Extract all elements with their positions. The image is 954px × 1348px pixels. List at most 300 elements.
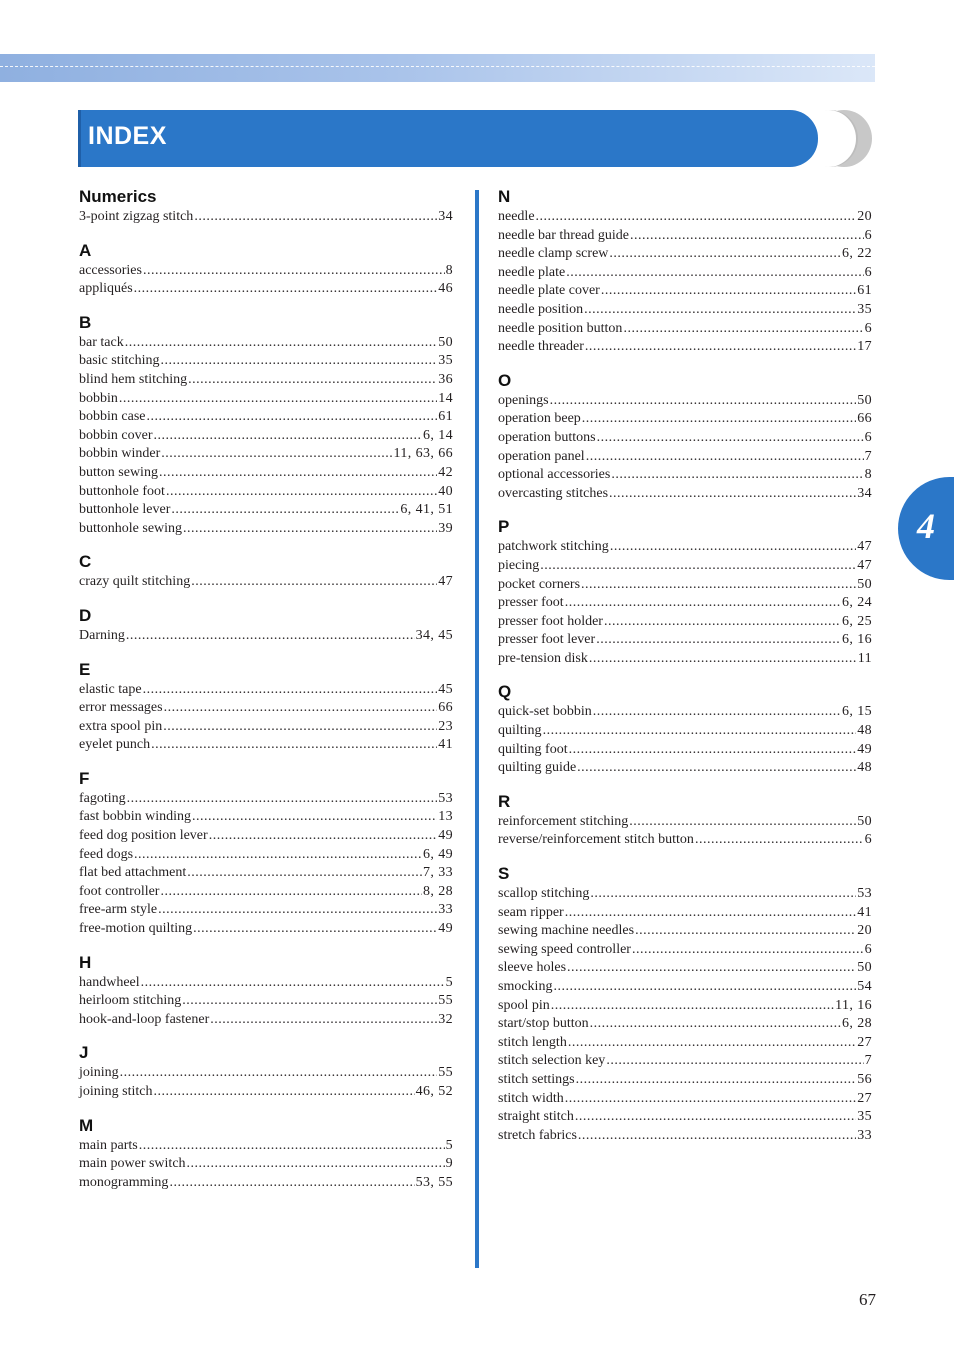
index-entry: [498, 631, 872, 650]
index-term: quilting: [498, 723, 542, 739]
index-pages: 33: [857, 1127, 872, 1143]
index-term: bobbin winder: [79, 446, 161, 462]
index-term: stitch selection key: [498, 1053, 606, 1069]
index-entry: [498, 922, 872, 941]
dot-leader: [125, 334, 437, 353]
dot-leader: [635, 922, 856, 941]
index-term: stitch width: [498, 1090, 564, 1106]
index-term: presser foot: [498, 595, 564, 611]
index-pages: 6, 22: [842, 246, 872, 262]
index-term: needle threader: [498, 339, 584, 355]
index-term: accessories: [79, 262, 142, 278]
index-pages: 6, 16: [842, 632, 872, 648]
index-pages: 46: [438, 281, 453, 297]
dot-leader: [586, 448, 864, 467]
dot-leader: [567, 959, 856, 978]
chapter-tab: [898, 477, 954, 580]
index-term: joining: [79, 1065, 119, 1081]
index-term: bobbin: [79, 390, 118, 406]
index-pages: 66: [438, 700, 453, 716]
index-pages: 27: [857, 1090, 872, 1106]
index-pages: 35: [857, 1109, 872, 1125]
index-entry: [498, 557, 872, 576]
index-pages: 66: [857, 411, 872, 427]
index-term: start/stop button: [498, 1016, 589, 1032]
dot-leader: [629, 813, 856, 832]
index-pages: 8, 28: [423, 883, 453, 899]
dot-leader: [593, 703, 841, 722]
dot-leader: [126, 627, 415, 646]
dot-leader: [139, 1137, 445, 1156]
index-term: feed dogs: [79, 846, 134, 862]
index-section: [498, 186, 872, 357]
index-pages: 7: [864, 1053, 872, 1069]
index-term: patchwork stitching: [498, 539, 609, 555]
index-entry: [498, 1127, 872, 1146]
index-section: [79, 551, 453, 592]
index-section: [79, 312, 453, 539]
index-entry: [498, 466, 872, 485]
index-pages: 8: [445, 262, 453, 278]
index-term: reinforcement stitching: [498, 813, 629, 829]
section-letter: F: [79, 768, 90, 788]
index-entry: [79, 1137, 453, 1156]
index-term: hook-and-loop fastener: [79, 1011, 210, 1027]
dot-leader: [582, 410, 856, 429]
index-pages: 23: [438, 718, 453, 734]
index-pages: 47: [438, 574, 453, 590]
index-section: [498, 863, 872, 1145]
index-term: reverse/reinforcement stitch button: [498, 832, 694, 848]
index-term: sewing speed controller: [498, 941, 631, 957]
dot-leader: [210, 1011, 437, 1030]
index-term: buttonhole lever: [79, 502, 171, 518]
index-pages: 61: [857, 283, 872, 299]
index-entry: [498, 429, 872, 448]
index-entry: [498, 885, 872, 904]
dot-leader: [623, 320, 863, 339]
dot-leader: [146, 408, 437, 427]
index-section: [498, 370, 872, 504]
index-entry: [498, 338, 872, 357]
dot-leader: [141, 974, 445, 993]
index-section: [79, 186, 453, 227]
index-pages: 5: [445, 974, 453, 990]
dot-leader: [575, 1108, 856, 1127]
index-pages: 50: [438, 334, 453, 350]
index-entry: [498, 282, 872, 301]
index-pages: 48: [857, 760, 872, 776]
index-term: free-motion quilting: [79, 921, 193, 937]
index-entry: [79, 520, 453, 539]
dot-leader: [609, 485, 856, 504]
dot-leader: [695, 831, 864, 850]
index-entry: [79, 280, 453, 299]
index-term: free-arm style: [79, 902, 158, 918]
index-pages: 54: [857, 979, 872, 994]
index-pages: 5: [445, 1137, 453, 1153]
index-term: stitch settings: [498, 1071, 575, 1087]
dot-leader: [590, 885, 856, 904]
index-pages: 6: [864, 264, 872, 280]
index-pages: 50: [857, 392, 872, 408]
dot-leader: [134, 846, 422, 865]
dot-leader: [120, 1064, 438, 1083]
index-pages: 53: [857, 886, 872, 902]
index-term: needle position: [498, 301, 584, 317]
section-letter: D: [79, 605, 92, 625]
index-term: crazy quilt stitching: [79, 574, 191, 590]
index-pages: 11: [857, 650, 872, 666]
dot-leader: [169, 1174, 414, 1193]
index-pages: 33: [438, 902, 453, 918]
index-entry: [79, 445, 453, 464]
section-letter: A: [79, 240, 92, 260]
section-letter: H: [79, 952, 92, 972]
dot-leader: [551, 997, 834, 1016]
index-pages: 50: [857, 813, 872, 829]
index-term: stretch fabrics: [498, 1127, 577, 1143]
index-term: handwheel: [79, 974, 140, 990]
index-pages: 34, 45: [415, 627, 453, 643]
index-term: pocket corners: [498, 576, 581, 592]
index-term: needle plate: [498, 264, 566, 280]
index-pages: 36: [438, 371, 453, 387]
section-letter: M: [79, 1115, 94, 1135]
header-dash-line: [0, 66, 875, 67]
index-entry: [498, 1034, 872, 1053]
index-pages: 20: [857, 923, 872, 939]
dot-leader: [565, 1090, 856, 1109]
index-term: Darning: [79, 627, 125, 643]
index-entry: [498, 904, 872, 923]
index-pages: 6, 28: [842, 1016, 872, 1032]
index-pages: 6, 15: [842, 704, 872, 720]
index-entry: [79, 501, 453, 520]
page-title: INDEX: [88, 122, 167, 150]
index-pages: 9: [445, 1156, 453, 1172]
index-entry: [498, 1090, 872, 1109]
index-pages: 45: [438, 681, 453, 697]
index-entry: [79, 699, 453, 718]
index-term: elastic tape: [79, 681, 142, 697]
dot-leader: [610, 538, 856, 557]
dot-leader: [604, 613, 841, 632]
dot-leader: [632, 941, 864, 960]
index-pages: 6: [864, 227, 872, 243]
index-entry: [79, 427, 453, 446]
index-entry: [498, 1015, 872, 1034]
index-entry: [79, 827, 453, 846]
index-entry: [79, 483, 453, 502]
index-term: spool pin: [498, 997, 550, 1013]
index-term: smocking: [498, 979, 553, 994]
index-entry: [498, 650, 872, 669]
chapter-tab-number: 4: [917, 506, 935, 546]
dot-leader: [153, 427, 422, 446]
index-term: quilting guide: [498, 760, 577, 776]
section-letter: S: [498, 864, 510, 884]
index-entry: [79, 681, 453, 700]
index-term: bobbin case: [79, 409, 146, 425]
index-entry: [498, 245, 872, 264]
index-term: feed dog position lever: [79, 828, 208, 844]
index-pages: 53: [438, 790, 453, 806]
index-section: [79, 1042, 453, 1101]
index-pages: 47: [857, 539, 872, 555]
index-term: joining stitch: [79, 1084, 153, 1099]
dot-leader: [161, 352, 438, 371]
dot-leader: [606, 1052, 863, 1071]
index-entry: [79, 390, 453, 409]
dot-leader: [188, 371, 437, 390]
dot-leader: [550, 392, 857, 411]
index-pages: 35: [857, 301, 872, 317]
dot-leader: [194, 208, 437, 227]
index-entry: [498, 448, 872, 467]
dot-leader: [166, 483, 437, 502]
index-entry: [498, 741, 872, 760]
index-entry: [498, 208, 872, 227]
dot-leader: [540, 557, 856, 576]
index-entry: [498, 576, 872, 595]
index-entry: [498, 831, 872, 850]
section-letter: B: [79, 312, 92, 332]
index-pages: 6, 49: [423, 846, 453, 862]
index-entry: [79, 1155, 453, 1174]
index-entry: [79, 846, 453, 865]
dot-leader: [143, 262, 445, 281]
index-term: appliqués: [79, 281, 133, 297]
index-pages: 6, 25: [842, 613, 872, 629]
dot-leader: [209, 827, 438, 846]
index-entry: [498, 594, 872, 613]
column-divider: [475, 190, 479, 1268]
dot-leader: [158, 901, 437, 920]
index-pages: 46, 52: [415, 1084, 453, 1099]
index-section: [79, 605, 453, 646]
index-entry: [79, 1064, 453, 1083]
index-pages: 53, 55: [415, 1174, 453, 1190]
index-entry: [79, 718, 453, 737]
index-entry: [79, 974, 453, 993]
index-entry: [498, 320, 872, 339]
dot-leader: [192, 808, 437, 827]
index-pages: 27: [857, 1034, 872, 1050]
dot-leader: [127, 790, 438, 809]
index-term: needle plate cover: [498, 283, 600, 299]
index-column-left: [79, 186, 453, 1205]
index-pages: 34: [438, 209, 453, 224]
index-section: [79, 952, 453, 1030]
index-term: sewing machine needles: [498, 923, 635, 939]
index-term: stitch length: [498, 1034, 567, 1050]
index-entry: [498, 759, 872, 778]
index-term: needle position button: [498, 320, 623, 336]
index-entry: [79, 208, 453, 227]
index-term: openings: [498, 392, 549, 408]
index-pages: 49: [857, 741, 872, 757]
dot-leader: [187, 1155, 445, 1174]
index-term: buttonhole sewing: [79, 520, 183, 536]
dot-leader: [161, 445, 392, 464]
index-section: [79, 240, 453, 299]
index-pages: 61: [438, 409, 453, 425]
index-pages: 55: [438, 1065, 453, 1081]
dot-leader: [143, 681, 438, 700]
index-term: operation beep: [498, 411, 581, 427]
index-entry: [498, 1108, 872, 1127]
index-pages: 8: [864, 467, 872, 483]
index-section: [498, 681, 872, 777]
dot-leader: [134, 280, 438, 299]
index-pages: 7: [864, 448, 872, 464]
index-entry: [498, 1052, 872, 1071]
index-entry: [79, 736, 453, 755]
index-entry: [79, 808, 453, 827]
dot-leader: [578, 1127, 856, 1146]
index-entry: [498, 538, 872, 557]
index-term: presser foot holder: [498, 613, 603, 629]
index-pages: 13: [438, 809, 453, 825]
section-letter: C: [79, 552, 92, 572]
index-pages: 20: [857, 209, 872, 224]
index-section: [79, 1115, 453, 1193]
header-decor-band: [0, 54, 875, 82]
dot-leader: [163, 718, 437, 737]
index-term: seam ripper: [498, 904, 564, 920]
index-term: basic stitching: [79, 353, 160, 369]
index-pages: 17: [857, 339, 872, 355]
index-pages: 7, 33: [423, 865, 453, 881]
index-pages: 41: [438, 737, 453, 753]
section-letter: J: [79, 1043, 89, 1063]
index-pages: 50: [857, 576, 872, 592]
index-term: extra spool pin: [79, 718, 163, 734]
index-term: operation panel: [498, 448, 585, 464]
section-letter: O: [498, 370, 512, 390]
dot-leader: [151, 736, 437, 755]
dot-leader: [171, 501, 399, 520]
index-term: button sewing: [79, 464, 158, 480]
dot-leader: [581, 576, 856, 595]
index-pages: 6: [864, 429, 872, 445]
index-term: needle bar thread guide: [498, 227, 629, 243]
dot-leader: [597, 429, 864, 448]
section-letter: R: [498, 791, 511, 811]
index-entry: [498, 997, 872, 1016]
index-entry: [79, 464, 453, 483]
index-entry: [79, 334, 453, 353]
index-column-right: [498, 186, 872, 1158]
dot-leader: [154, 1083, 415, 1102]
index-term: error messages: [79, 700, 163, 716]
dot-leader: [589, 650, 857, 669]
dot-leader: [569, 741, 857, 760]
dot-leader: [611, 466, 863, 485]
index-term: quilting foot: [498, 741, 568, 757]
index-pages: 40: [438, 483, 453, 499]
index-entry: [79, 627, 453, 646]
index-pages: 6: [864, 320, 872, 336]
index-pages: 6, 14: [423, 427, 453, 443]
dot-leader: [187, 864, 422, 883]
index-term: flat bed attachment: [79, 865, 187, 881]
index-entry: [79, 864, 453, 883]
index-entry: [498, 703, 872, 722]
index-pages: 32: [438, 1011, 453, 1027]
index-entry: [498, 392, 872, 411]
index-term: 3-point zigzag stitch: [79, 209, 194, 224]
index-term: heirloom stitching: [79, 993, 182, 1009]
index-entry: [79, 371, 453, 390]
dot-leader: [584, 301, 856, 320]
dot-leader: [193, 920, 437, 939]
index-entry: [498, 264, 872, 283]
section-letter: Q: [498, 682, 512, 702]
index-term: sleeve holes: [498, 960, 567, 976]
index-term: straight stitch: [498, 1109, 574, 1125]
dot-leader: [609, 245, 841, 264]
dot-leader: [160, 883, 422, 902]
index-term: operation buttons: [498, 429, 596, 445]
index-section: [498, 516, 872, 668]
index-pages: 56: [857, 1071, 872, 1087]
index-pages: 6, 24: [842, 595, 872, 611]
index-entry: [79, 920, 453, 939]
index-section: [498, 791, 872, 850]
index-pages: 50: [857, 960, 872, 976]
index-term: quick-set bobbin: [498, 704, 592, 720]
index-pages: 49: [438, 828, 453, 844]
index-entry: [79, 901, 453, 920]
index-entry: [498, 301, 872, 320]
index-term: presser foot lever: [498, 632, 596, 648]
dot-leader: [536, 208, 857, 227]
dot-leader: [164, 699, 438, 718]
section-letter: Numerics: [79, 187, 157, 206]
index-pages: 6: [864, 941, 872, 957]
index-entry: [498, 410, 872, 429]
index-term: scallop stitching: [498, 886, 590, 902]
index-term: main parts: [79, 1137, 138, 1153]
index-entry: [498, 227, 872, 246]
index-entry: [79, 1011, 453, 1030]
index-term: bar tack: [79, 334, 124, 350]
index-term: monogramming: [79, 1174, 169, 1190]
index-pages: 41: [857, 904, 872, 920]
index-entry: [498, 941, 872, 960]
index-pages: 55: [438, 993, 453, 1009]
index-pages: 6, 41, 51: [400, 502, 453, 518]
index-entry: [79, 883, 453, 902]
page-number: 67: [859, 1290, 876, 1309]
dot-leader: [543, 722, 857, 741]
index-entry: [79, 1083, 453, 1102]
index-entry: [79, 992, 453, 1011]
index-entry: [79, 573, 453, 592]
index-entry: [498, 813, 872, 832]
index-term: pre-tension disk: [498, 650, 588, 666]
index-pages: 42: [438, 464, 453, 480]
dot-leader: [577, 759, 856, 778]
index-entry: [79, 262, 453, 281]
dot-leader: [182, 992, 437, 1011]
index-entry: [498, 613, 872, 632]
index-entry: [498, 485, 872, 504]
dot-leader: [191, 573, 437, 592]
dot-leader: [601, 282, 856, 301]
